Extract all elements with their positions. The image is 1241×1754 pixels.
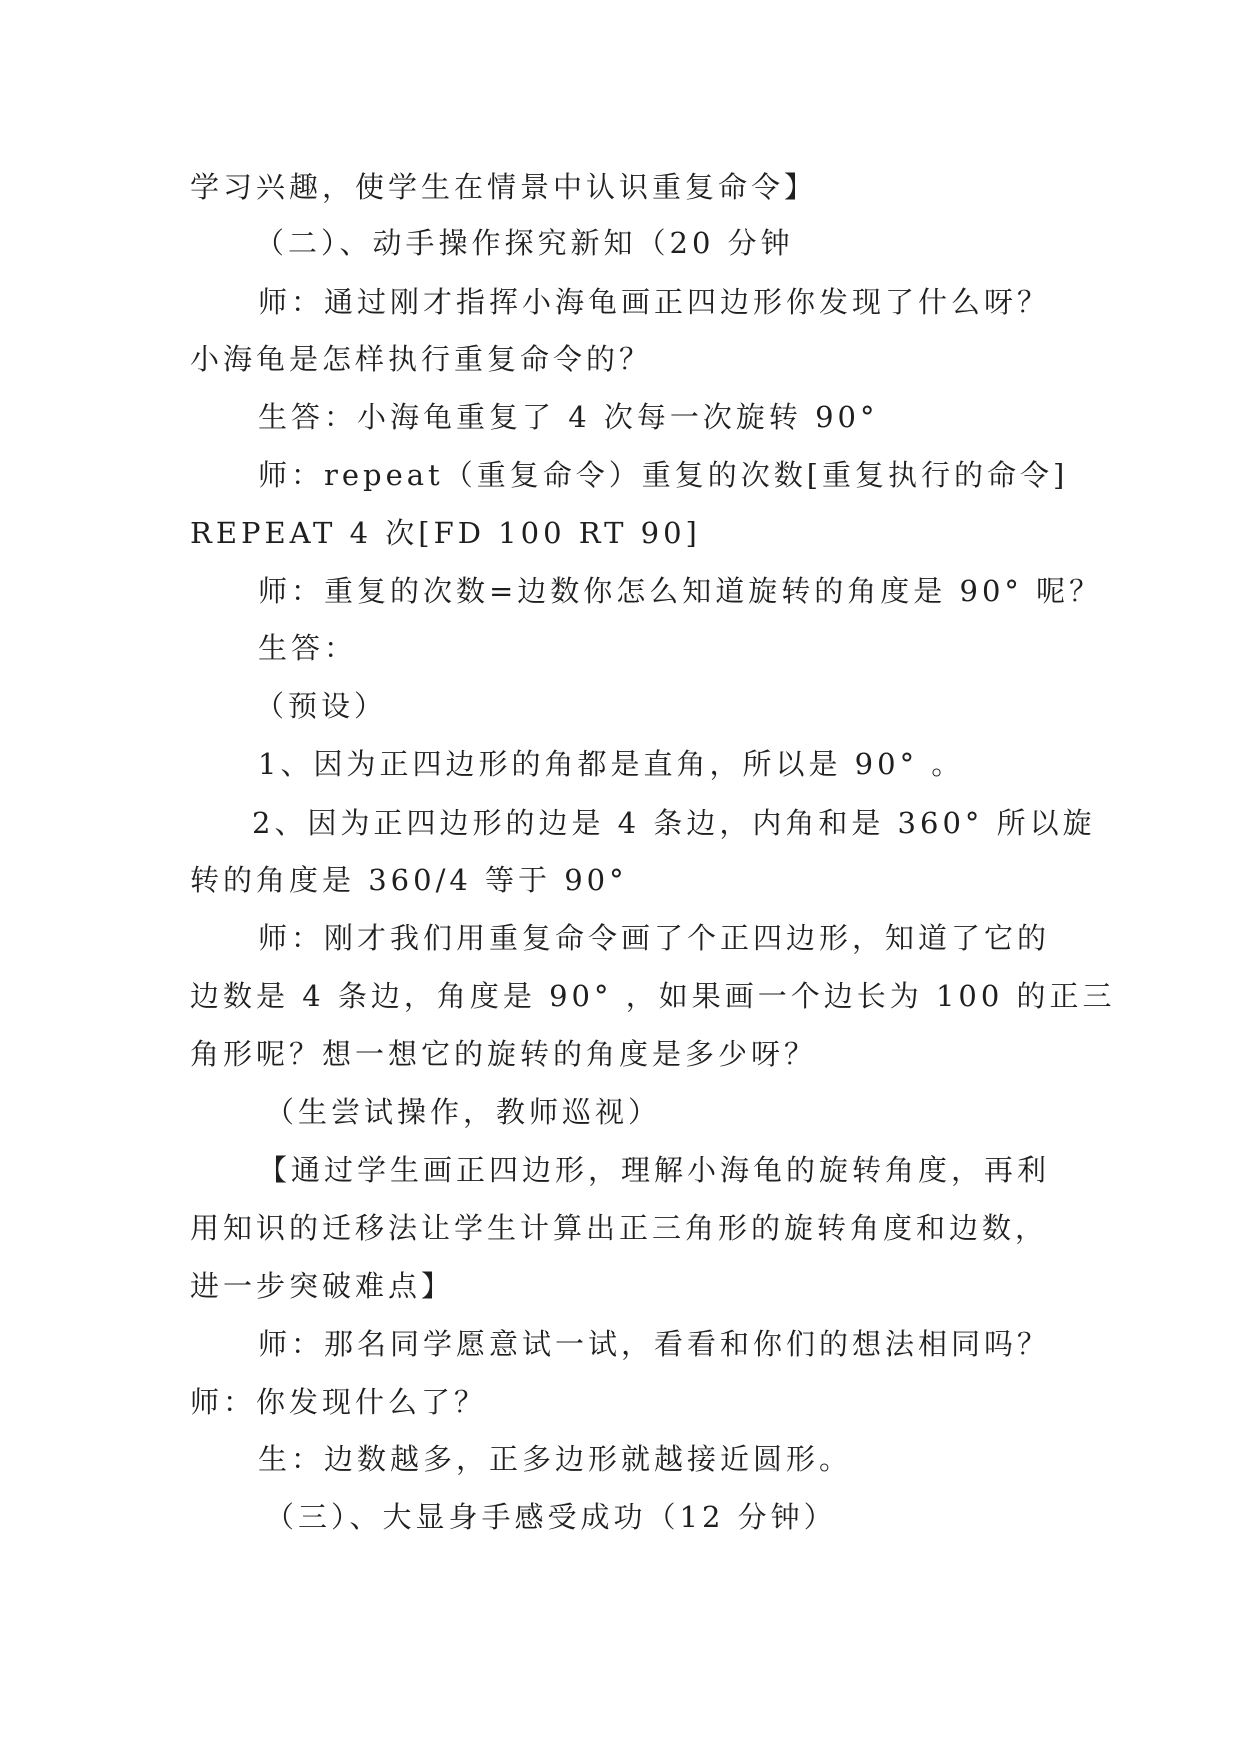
text-line-8: 师：重复的次数=边数你怎么知道旋转的角度是 90° 呢？ [258, 574, 1103, 608]
text-line-6: 师：repeat（重复命令）重复的次数[重复执行的命令] [258, 458, 1069, 492]
text-line-14: 师：刚才我们用重复命令画了个正四边形，知道了它的 [258, 921, 1051, 955]
text-line-20: 进一步突破难点】 [190, 1269, 455, 1303]
text-line-18: 【通过学生画正四边形，理解小海龟的旋转角度，再利 [258, 1153, 1051, 1187]
text-line-21: 师：那名同学愿意试一试，看看和你们的想法相同吗？ [258, 1327, 1051, 1361]
section-heading-2: （二）、动手操作探究新知（20 分钟 [255, 226, 794, 260]
code-line: REPEAT 4 次[FD 100 RT 90] [190, 516, 701, 550]
text-line-12: 2、因为正四边形的边是 4 条边，内角和是 360° 所以旋 [252, 806, 1096, 840]
text-line-10: （预设） [255, 689, 388, 723]
text-line-22: 师：你发现什么了？ [190, 1385, 488, 1419]
text-line-3: 师：通过刚才指挥小海龟画正四边形你发现了什么呀？ [258, 285, 1051, 319]
text-line-19: 用知识的迁移法让学生计算出正三角形的旋转角度和边数， [190, 1211, 1049, 1245]
text-line-15: 边数是 4 条边，角度是 90° ，如果画一个边长为 100 的正三 [190, 979, 1116, 1013]
section-heading-3: （三）、大显身手感受成功（12 分钟） [265, 1500, 837, 1534]
text-line-11: 1、因为正四边形的角都是直角，所以是 90° 。 [258, 747, 965, 781]
text-line-5: 生答：小海龟重复了 4 次每一次旋转 90° [258, 400, 879, 434]
text-line-23: 生：边数越多，正多边形就越接近圆形。 [258, 1442, 853, 1476]
text-line-9: 生答： [258, 631, 358, 665]
text-line-4: 小海龟是怎样执行重复命令的？ [190, 342, 653, 376]
text-line-16: 角形呢？想一想它的旋转的角度是多少呀？ [190, 1037, 818, 1071]
text-line-1: 学习兴趣，使学生在情景中认识重复命令】 [190, 170, 818, 204]
text-line-13: 转的角度是 360/4 等于 90° [190, 863, 628, 897]
text-line-17: （生尝试操作，教师巡视） [265, 1095, 662, 1129]
